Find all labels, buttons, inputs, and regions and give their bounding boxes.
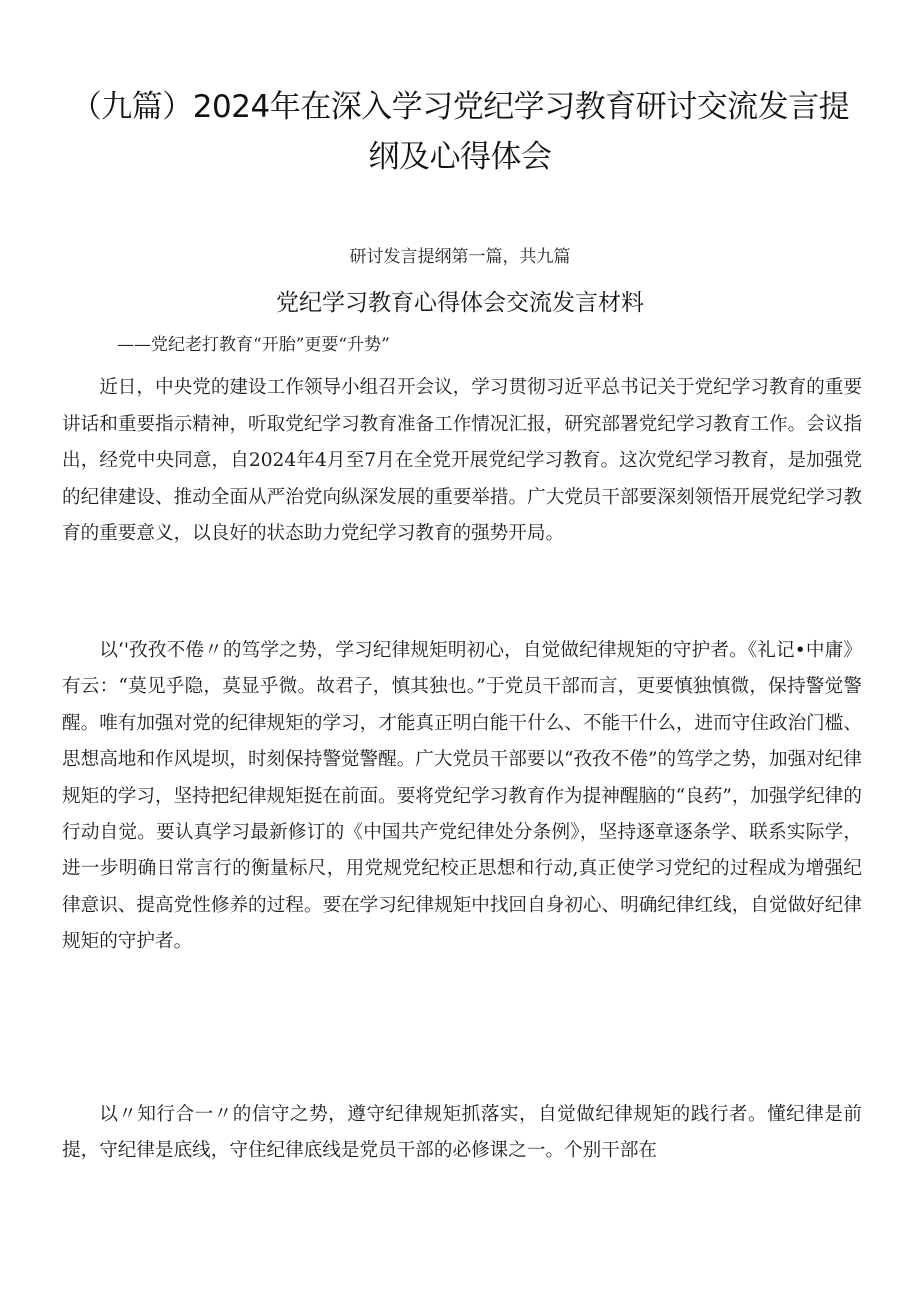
body-paragraph: 以‘'孜孜不倦〃的笃学之势，学习纪律规矩明初心，自觉做纪律规矩的守护者。《礼记•中庸》有云：“莫见乎隐，莫显乎微。故君子，慎其独也。”于党员干部而言，更要慎独慎微，保持警觉警醒。唯有加强对党的纪律规矩的学习，才能真正明白能干什么、不能干什么，进而守住政治门槛、思想高地和作风堤坝，时刻保持警觉警醒。广大党员干部要以“孜孜不倦”的笃学之势，加强对纪律规矩的学习，坚持把纪律规矩挺在前面。要将党纪学习教育作为提神醒脑的“良药”，加强学纪律的行动自觉。要认真学习最新修订的《中国共产党纪律处分条例》，坚持逐章逐条学、联系实际学，进一步明确日常言行的衡量标尺，用党规党纪校正思想和行动,真正使学习党纪的过程成为增强纪律意识、提高党性修养的过程。要在学习纪律规矩中找回自身初心、明确纪律红线，自觉做好纪律规矩的守护者。 — [62, 640, 862, 953]
body-paragraph: 近日，中央党的建设工作领导小组召开会议，学习贯彻习近平总书记关于党纪学习教育的重要讲话和重要指示精神，听取党纪学习教育准备工作情况汇报，研究部署党纪学习教育工作。会议指出，经党中央同意，自2024年4月至7月在全党开展党纪学习教育。这次党纪学习教育，是加强党的纪律建设、推动全面从严治党向纵深发展的重要举措。广大党员干部要深刻领悟开展党纪学习教育的重要意义，以良好的状态助力党纪学习教育的强势开局。 — [62, 377, 862, 544]
document-subtitle: 研讨发言提纲第一篇，共九篇 — [349, 247, 571, 267]
document-title: （九篇）2024年在深入学习党纪学习教育研讨交流发言提纲及心得体会 — [70, 89, 850, 175]
section-tagline: ——党纪老打教育“开胎”更要“升势” — [117, 335, 390, 355]
body-paragraph: 以〃知行合一〃的信守之势，遵守纪律规矩抓落实，自觉做纪律规矩的践行者。懂纪律是前提，守纪律是底线，守住纪律底线是党员干部的必修课之一。个别干部在 — [62, 1104, 862, 1162]
section-title: 党纪学习教育心得体会交流发言材料 — [276, 290, 644, 316]
